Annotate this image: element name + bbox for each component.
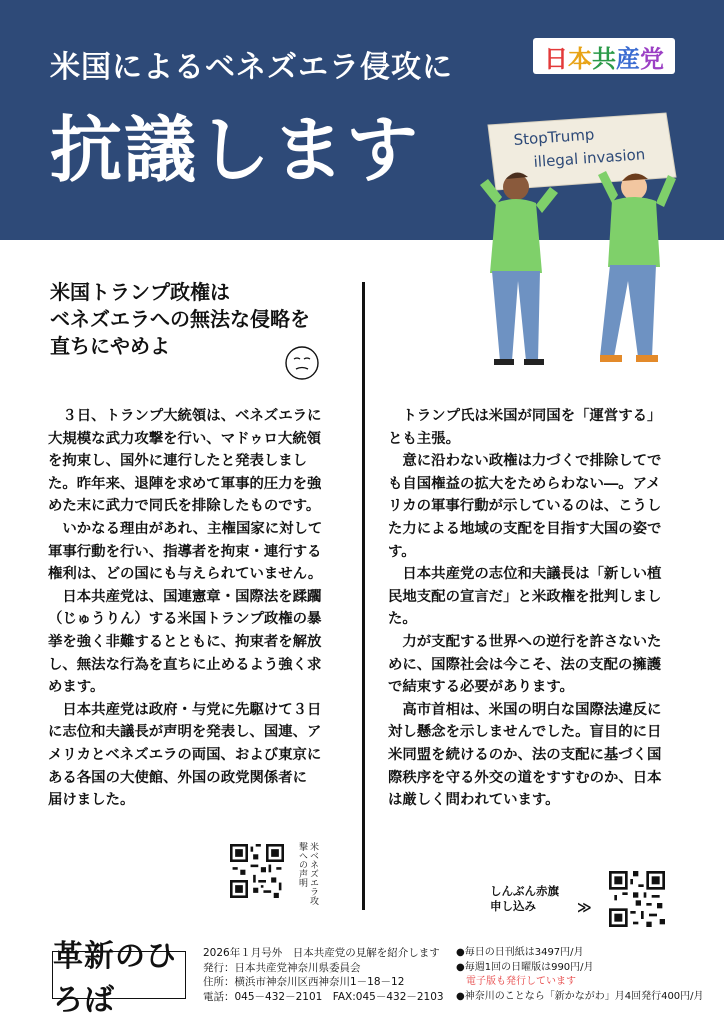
footer-address: 住所：横浜市神奈川区西神奈川1－18－12 [203,976,405,989]
article-paragraph: 力が支配する世界への逆行を許さないために、国際社会は今こそ、法の支配の擁護で結束する必要があります。 [388,632,662,696]
article-right-column [388,405,674,812]
face-icon [284,345,320,381]
person-left [480,172,558,365]
qr-caption: 米ベネズエラ攻撃への声明 [297,842,318,905]
statement-qr-code[interactable] [230,844,284,898]
headline-line-3: 直ちにやめよ [50,334,170,358]
protesters-illustration [466,95,724,375]
footer-publisher-info [203,946,444,1004]
article-paragraph: 日本共産党は政府・与党に先駆けて３日に志位和夫議長が声明を発表し、国連、アメリカとベネズエラの両国、および東京にある各国の大使館、外国の政党関係者に [48,700,322,786]
footer-info-sunday: ●毎週1回の日曜版は990円/月 [456,961,594,973]
subscribe-line-1: しんぶん赤旗 [490,884,559,898]
hero-subtitle: 米国によるベネズエラ侵攻に [50,50,453,85]
subscribe-qr-code[interactable] [609,871,665,927]
footer-info-daily: ●毎日の日刊紙は3497円/月 [456,947,584,958]
footer-info-kanagawa: ●神奈川のことなら「新かながわ」月4回発行400円/月 [456,990,704,1002]
article-paragraph: 意に沿わない政権は力づくで排除してでも自国権益の拡大をためらわない―。アメリカの軍事行動が示しているのは、こうした力による地域の支配を目指す大国の姿です。 [388,452,662,560]
double-chevron-icon: ≫ [577,900,592,916]
hero-title: 抗議します [50,108,421,192]
subscribe-label [490,884,559,914]
article-paragraph: ３日、トランプ大統領は、ベネズエラに大規模な武力攻撃を行い、マドゥロ大統領を拘束し、国外に連行したと発表しました。昨年来、退陣を求めて軍事的圧力を強めた末に武力で同氏を排除したものです。 [48,407,322,515]
article-paragraph: 届けました。 [48,791,135,809]
sign-text-2: illegal invasion [533,145,646,171]
footer-phone: 電話：045－432－2101 FAX:045－432－2103 [203,990,444,1003]
headline-line-1: 米国トランプ政権は [50,280,230,304]
footer-subscription-info [456,946,704,1004]
article-paragraph: 日本共産党は、国連憲章・国際法を蹂躙（じゅうりん）する米国トランプ政権の暴挙を強く非難するとともに、拘束者を解放し、無法な行為を直ちに止めるよう強く求めます。 [48,587,322,696]
sign-text-1: StopTrump [513,125,595,149]
footer-issue: 2026年１月号外 日本共産党の見解を紹介します [203,947,440,959]
person-right [598,171,676,362]
footer-digital-note: 電子版も発行しています [466,976,576,988]
column-divider [362,282,365,910]
party-logo: 日 本 共 産 党 [533,38,675,74]
subscribe-line-2: 申し込み [490,899,536,913]
newsletter-logo: 革新のひろば [52,951,186,999]
article-paragraph: いかなる理由があれ、主権国家に対して軍事行動を行い、指導者を拘束・連行する権利は、どの国にも与えられていません。 [48,519,323,583]
article-paragraph: トランプ氏は米国が同国を「運営する」とも主張。 [388,407,662,447]
article-paragraph: 日本共産党の志位和夫議長は「新しい植民地支配の宣言だ」と米政権を批判しました。 [388,565,662,628]
article-paragraph: 高市首相は、米国の明白な国際法違反に対し懸念を示しませんでした。盲目的に日米同盟を続けるのか、法の支配に基づく国際秩序を守る外交の道をすすむのか、日本は厳しく問われています。 [388,700,662,809]
article-left-column [48,405,324,812]
headline-line-2: ベネズエラへの無法な侵略を [50,307,310,331]
footer-publisher: 発行：日本共産党神奈川県委員会 [203,961,361,974]
